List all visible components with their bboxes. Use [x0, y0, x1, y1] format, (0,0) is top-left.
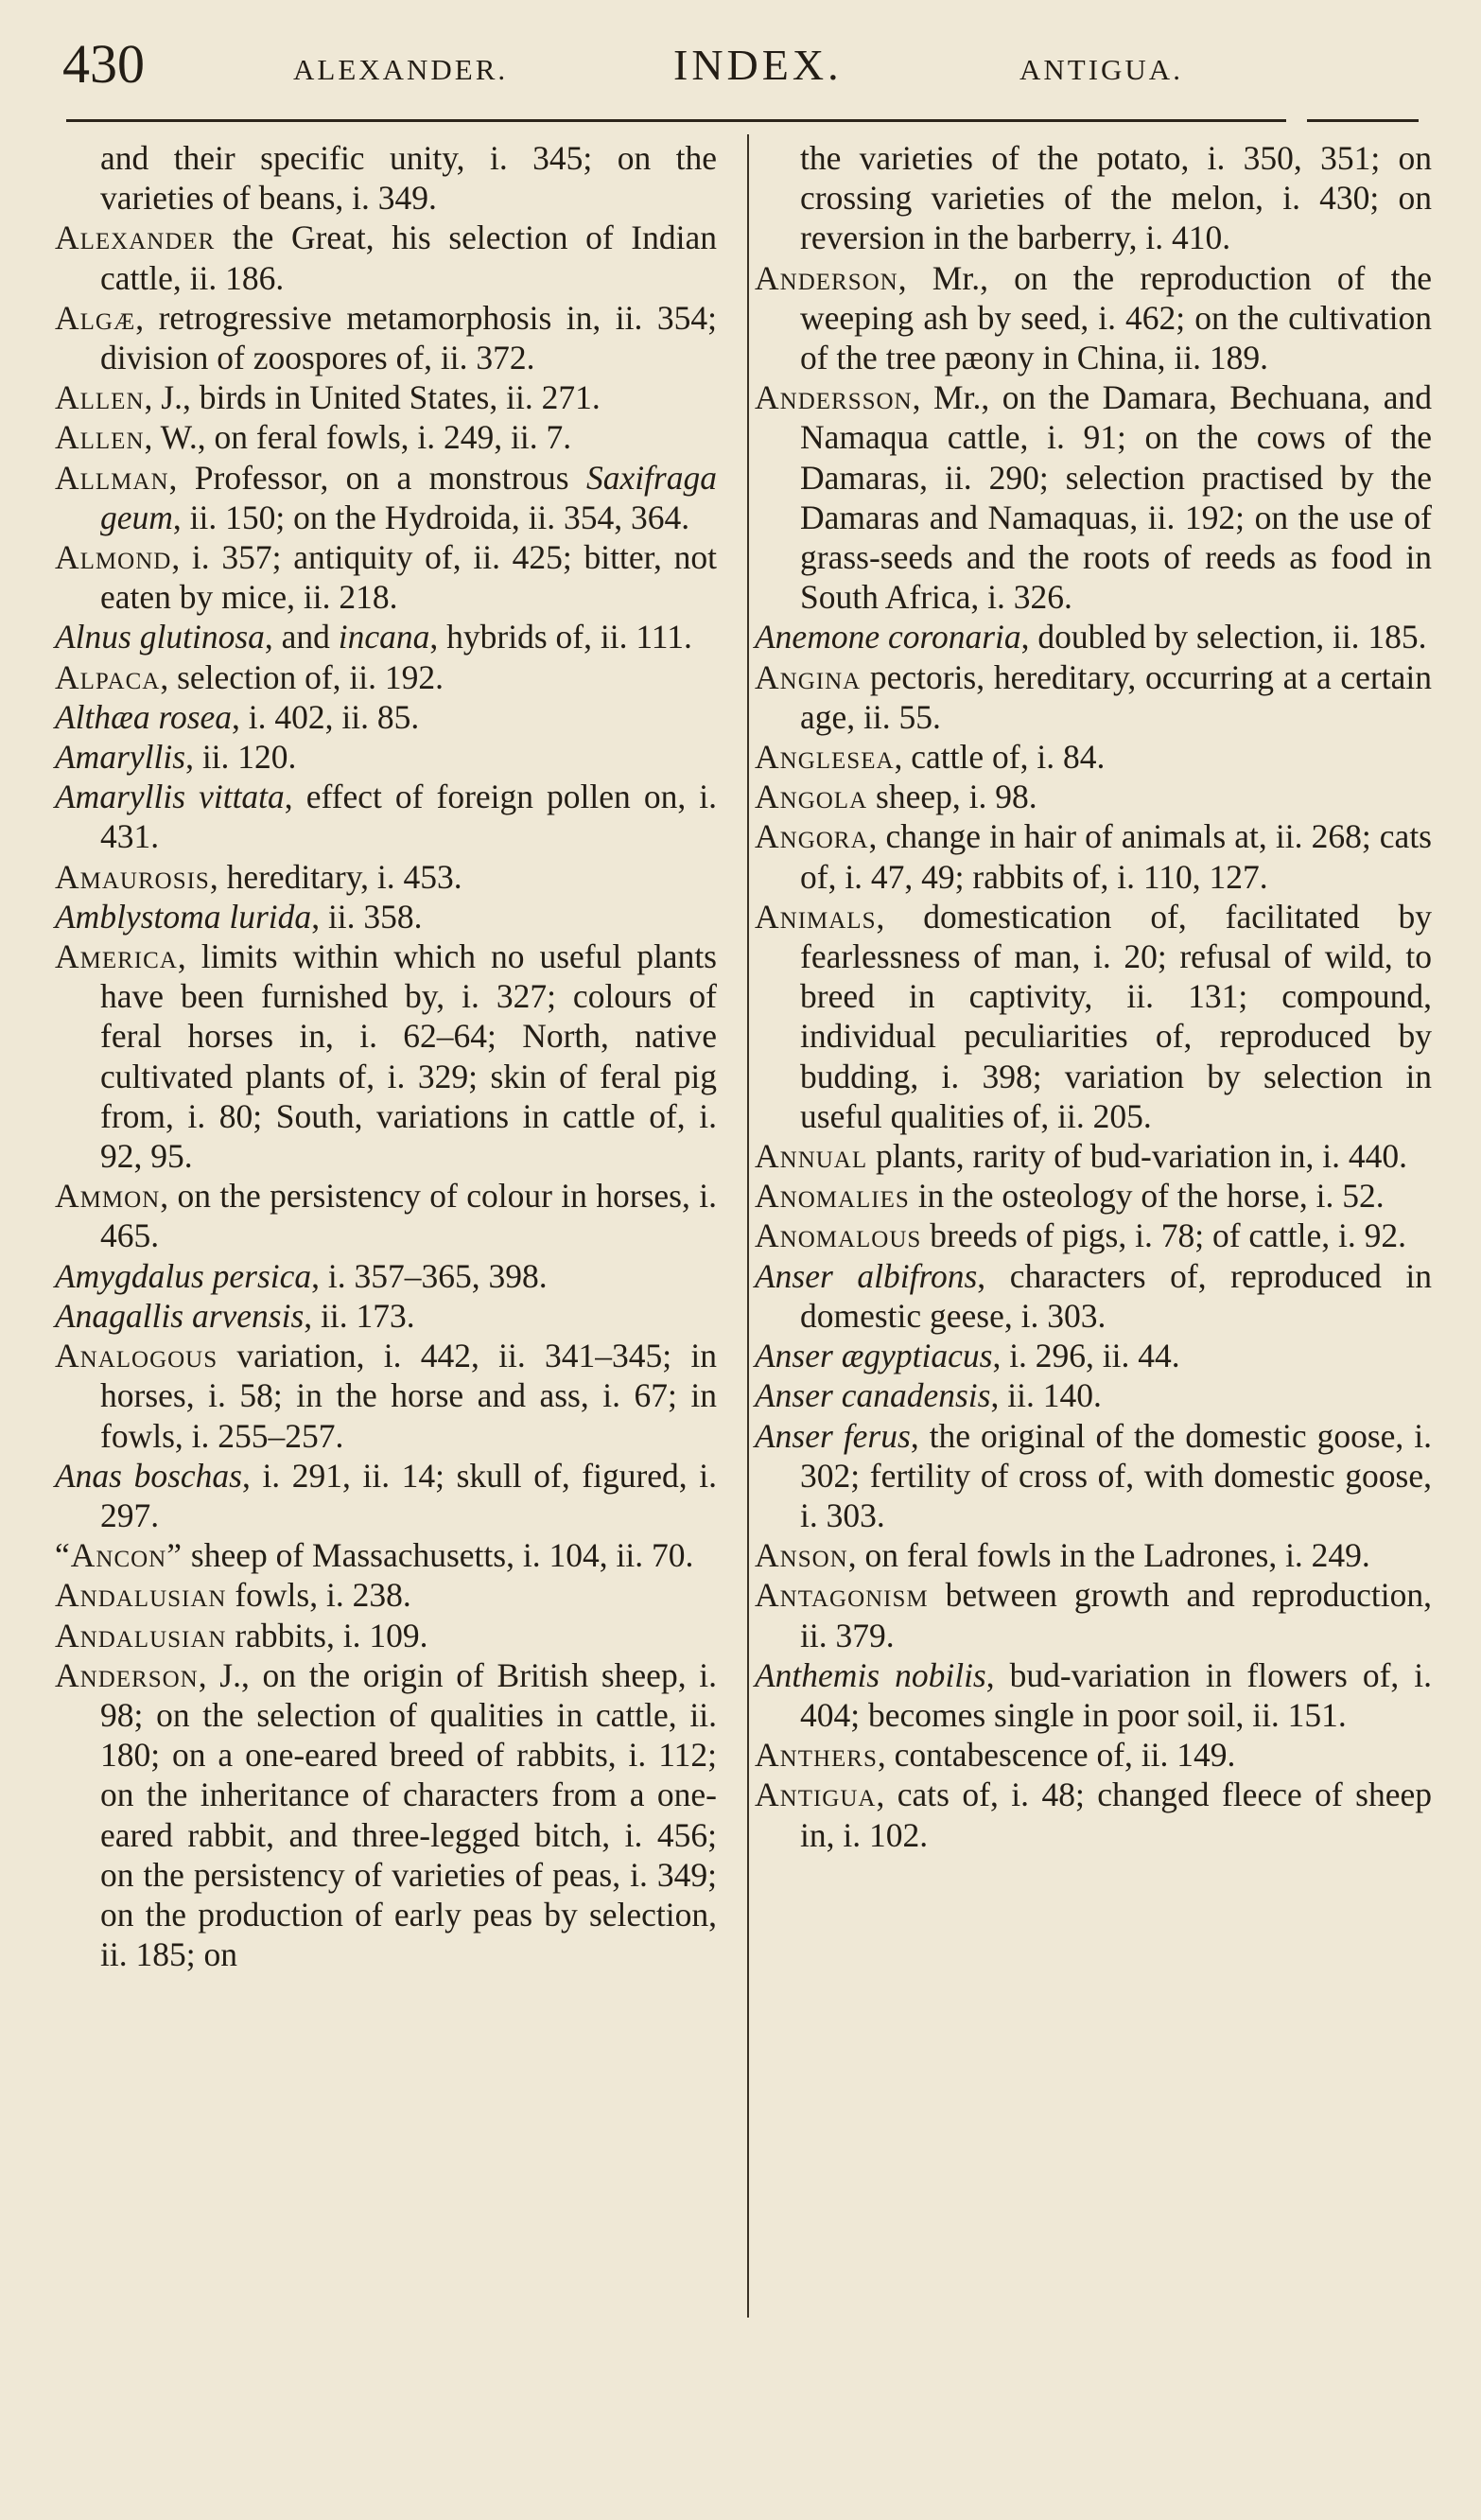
- entry-text: , and: [264, 618, 339, 656]
- entry-headword: Animals: [755, 897, 877, 936]
- entry-headword: “Ancon”: [55, 1536, 183, 1575]
- index-entry: [55, 377, 717, 417]
- index-entry: [55, 1296, 717, 1336]
- index-entry: [755, 258, 1432, 378]
- entry-text: , Mr., on the Damara, Bechuana, and Namaqua cattle, i. 91; on the cows of the Damaras, ii. 290; selection practised by the Damaras and Namaquas, ii. 192; on the use of grass-seeds and the roots of reeds as food in South Africa, i. 326.: [800, 378, 1432, 617]
- index-entry: [55, 1456, 717, 1535]
- entry-text: , limits within which no useful plants have been furnished by, i. 327; colours of feral horses in, i. 62–64; North, native cultivated plants of, i. 329; skin of feral pig from, i. 80; South, variations in cattle of, i. 92, 95.: [100, 937, 717, 1176]
- index-entry: [55, 737, 717, 777]
- entry-headword: Amaurosis: [55, 857, 210, 896]
- entry-text: , retrogressive metamorphosis in, ii. 354; division of zoospores of, ii. 372.: [100, 298, 717, 377]
- entry-headword: Algæ: [55, 298, 136, 337]
- entry-headword-italic: Anemone coronaria: [755, 618, 1021, 656]
- index-entry: [55, 897, 717, 936]
- index-entry: [55, 1176, 717, 1255]
- index-entry: [55, 218, 717, 297]
- entry-text: between growth and reproduction, ii. 379.: [800, 1576, 1432, 1654]
- index-entry: [755, 1375, 1432, 1415]
- index-entry: [755, 657, 1432, 737]
- column-divider: [747, 134, 749, 2318]
- entry-text: , ii. 140.: [990, 1376, 1102, 1415]
- entry-headword: Antigua: [755, 1776, 877, 1814]
- entry-text: , ii. 358.: [311, 897, 423, 936]
- entry-text: , W., on feral fowls, i. 249, ii. 7.: [144, 418, 572, 457]
- index-entry: [755, 1136, 1432, 1176]
- entry-headword: Ammon: [55, 1177, 161, 1216]
- index-entry: [55, 1616, 717, 1655]
- entry-headword: Andersson: [755, 378, 913, 417]
- index-entry: [755, 1256, 1432, 1336]
- entry-text: rabbits, i. 109.: [226, 1616, 428, 1654]
- entry-headword: Anglesea: [755, 738, 895, 777]
- entry-text: , ii. 150; on the Hydroida, ii. 354, 364.: [172, 498, 690, 536]
- index-entry: [55, 777, 717, 856]
- entry-text: , hybrids of, ii. 111.: [429, 618, 692, 656]
- index-entry: [755, 1535, 1432, 1575]
- index-entry: [55, 537, 717, 617]
- index-entry: [55, 298, 717, 377]
- entry-headword: Angina: [755, 657, 862, 696]
- entry-headword: Analogous: [55, 1337, 218, 1375]
- running-header: [0, 26, 1481, 102]
- entry-text: , contabescence of, ii. 149.: [877, 1736, 1236, 1775]
- entry-text: , J., birds in United States, ii. 271.: [144, 378, 601, 417]
- entry-headword: Anthers: [755, 1736, 878, 1775]
- index-entry: [755, 1655, 1432, 1735]
- entry-text: , hereditary, i. 453.: [209, 857, 462, 896]
- index-column-right: [755, 138, 1432, 1855]
- entry-headword-italic: Amaryllis vittata: [55, 778, 285, 816]
- entry-headword: Annual: [755, 1137, 868, 1176]
- entry-headword: Antagonism: [755, 1576, 929, 1615]
- index-entry: [55, 936, 717, 1176]
- entry-headword: Anomalous: [755, 1216, 922, 1255]
- entry-text: , i. 357; antiquity of, ii. 425; bitter, not eaten by mice, ii. 218.: [100, 538, 717, 617]
- index-entry: [755, 1216, 1432, 1255]
- entry-text: , bud-variation in flowers of, i. 404; becomes single in poor soil, ii. 151.: [800, 1655, 1432, 1734]
- entry-headword: Allen: [55, 378, 145, 417]
- index-entry: [755, 617, 1432, 656]
- entry-headword-italic: Anser ferus: [755, 1416, 911, 1455]
- index-entry: [755, 1575, 1432, 1654]
- entry-text: , cattle of, i. 84.: [894, 738, 1106, 777]
- entry-text: in the osteology of the horse, i. 52.: [909, 1177, 1385, 1216]
- entry-text: plants, rarity of bud-variation in, i. 440.: [867, 1137, 1407, 1176]
- index-entry: [55, 1535, 717, 1575]
- entry-headword: Angora: [755, 817, 869, 856]
- entry-headword: Allen: [55, 418, 145, 457]
- entry-headword: Andalusian: [55, 1576, 227, 1615]
- index-entry: [55, 458, 717, 537]
- entry-headword: Anson: [755, 1536, 848, 1575]
- index-entry: [55, 657, 717, 697]
- entry-headword-italic: Anser albifrons: [755, 1256, 978, 1295]
- entry-headword-italic: Anser canadensis: [755, 1376, 991, 1415]
- entry-text: , on feral fowls in the Ladrones, i. 249.: [847, 1536, 1370, 1575]
- index-entry: [55, 138, 717, 218]
- header-rule: [66, 119, 1286, 122]
- entry-text: , i. 357–365, 398.: [311, 1256, 548, 1295]
- entry-text: , characters of, reproduced in domestic geese, i. 303.: [800, 1256, 1432, 1335]
- index-entry: [55, 1256, 717, 1296]
- entry-text: the varieties of the potato, i. 350, 351; on crossing varieties of the melon, i. 430; on reversion in the barberry, i. 410.: [800, 139, 1432, 257]
- entry-headword: Anderson: [55, 1655, 199, 1694]
- index-entry: [55, 1655, 717, 1975]
- entry-text: , change in hair of animals at, ii. 268; cats of, i. 47, 49; rabbits of, i. 110, 127.: [800, 817, 1432, 896]
- entry-headword-italic: Amygdalus persica: [55, 1256, 312, 1295]
- entry-text: , i. 402, ii. 85.: [232, 697, 420, 736]
- entry-headword-italic: Anser ægyptiacus: [755, 1337, 993, 1375]
- entry-headword: Alpaca: [55, 657, 161, 696]
- header-rule-end: [1307, 119, 1419, 122]
- entry-text: , ii. 173.: [304, 1296, 415, 1335]
- entry-text: , Mr., on the reproduction of the weeping ash by seed, i. 462; on the cultivation of the tree pæony in China, ii. 189.: [800, 258, 1432, 377]
- index-entry: [55, 697, 717, 737]
- entry-text: , domestication of, facilitated by fearlessness of man, i. 20; refusal of wild, to breed in captivity, ii. 131; compound, individual peculiarities of, reproduced by budding, i. 398; variation by selection in useful qualities of, ii. 205.: [800, 897, 1432, 1135]
- entry-text: breeds of pigs, i. 78; of cattle, i. 92.: [921, 1216, 1406, 1255]
- entry-headword: Anomalies: [755, 1177, 910, 1216]
- index-entry: [755, 1176, 1432, 1216]
- entry-text: sheep, i. 98.: [867, 778, 1037, 816]
- index-entry: [755, 377, 1432, 617]
- index-entry: [755, 1775, 1432, 1854]
- index-entry: [55, 1336, 717, 1456]
- page-number: 430: [62, 33, 145, 95]
- index-entry: [755, 737, 1432, 777]
- entry-text: , cats of, i. 48; changed fleece of sheep in, i. 102.: [800, 1776, 1432, 1854]
- entry-headword-italic: Anthemis nobilis: [755, 1655, 986, 1694]
- entry-headword-italic: Alnus glutinosa: [55, 618, 265, 656]
- header-title: INDEX.: [673, 41, 843, 89]
- entry-text: , selection of, ii. 192.: [160, 657, 444, 696]
- index-entry: [755, 816, 1432, 896]
- entry-headword: Alexander: [55, 219, 216, 257]
- entry-text: fowls, i. 238.: [226, 1576, 411, 1615]
- index-column-left: [55, 138, 717, 1974]
- index-entry: [755, 1416, 1432, 1536]
- entry-headword: America: [55, 937, 178, 976]
- entry-text: , ii. 120.: [185, 738, 297, 777]
- entry-text: , i. 296, ii. 44.: [992, 1337, 1180, 1375]
- entry-text: pectoris, hereditary, occurring at a certain age, ii. 55.: [800, 657, 1432, 736]
- entry-headword-italic: Amblystoma lurida: [55, 897, 312, 936]
- entry-text: , effect of foreign pollen on, i. 431.: [100, 778, 717, 856]
- index-entry: [755, 777, 1432, 816]
- entry-headword: Almond: [55, 538, 172, 577]
- entry-headword: Angola: [755, 778, 868, 816]
- entry-text: sheep of Massachusetts, i. 104, ii. 70.: [183, 1536, 694, 1575]
- index-entry: [755, 1735, 1432, 1775]
- index-entry: [55, 1575, 717, 1615]
- index-entry: [55, 417, 717, 457]
- header-right-keyword: ANTIGUA.: [1019, 53, 1183, 86]
- entry-headword-italic: Althæa rosea: [55, 697, 233, 736]
- entry-headword: Allman: [55, 458, 169, 497]
- entry-text: , the original of the domestic goose, i. 302; fertility of cross of, with domestic goose, i. 303.: [800, 1416, 1432, 1534]
- entry-headword-italic: Anas boschas: [55, 1456, 242, 1495]
- index-entry: [755, 897, 1432, 1136]
- entry-text: , doubled by selection, ii. 185.: [1020, 618, 1427, 656]
- index-entry: [755, 138, 1432, 258]
- entry-headword-italic: Anagallis arvensis: [55, 1296, 305, 1335]
- entry-text: , i. 291, ii. 14; skull of, figured, i. 297.: [100, 1456, 717, 1534]
- index-entry: [55, 857, 717, 897]
- index-entry: [755, 1336, 1432, 1375]
- entry-text: the Great, his selection of Indian cattle, ii. 186.: [100, 219, 717, 297]
- entry-text: , J., on the origin of British sheep, i. 98; on the selection of qualities in cattle, ii. 180; on a one-eared breed of rabbits, i. 112; on the inheritance of characters from a one-eared rabbit, and three-legged bitch, i. 456; on the persistency of varieties of peas, i. 349; on the production of early peas by selection, ii. 185; on: [100, 1655, 717, 1974]
- entry-headword-italic: Amaryllis: [55, 738, 186, 777]
- entry-italic-text: Saxifraga geum: [100, 458, 717, 536]
- header-left-keyword: ALEXANDER.: [293, 53, 509, 86]
- index-entry: [55, 617, 717, 656]
- entry-headword: Anderson: [755, 258, 898, 297]
- entry-text: , on the persistency of colour in horses, i. 465.: [100, 1177, 717, 1255]
- entry-text: , Professor, on a monstrous: [168, 458, 586, 497]
- entry-text: variation, i. 442, ii. 341–345; in horses, i. 58; in the horse and ass, i. 67; in fowls, i. 255–257.: [100, 1337, 717, 1455]
- entry-text: and their specific unity, i. 345; on the varieties of beans, i. 349.: [100, 139, 717, 218]
- entry-headword: Andalusian: [55, 1616, 227, 1654]
- entry-italic-text: incana: [338, 618, 430, 656]
